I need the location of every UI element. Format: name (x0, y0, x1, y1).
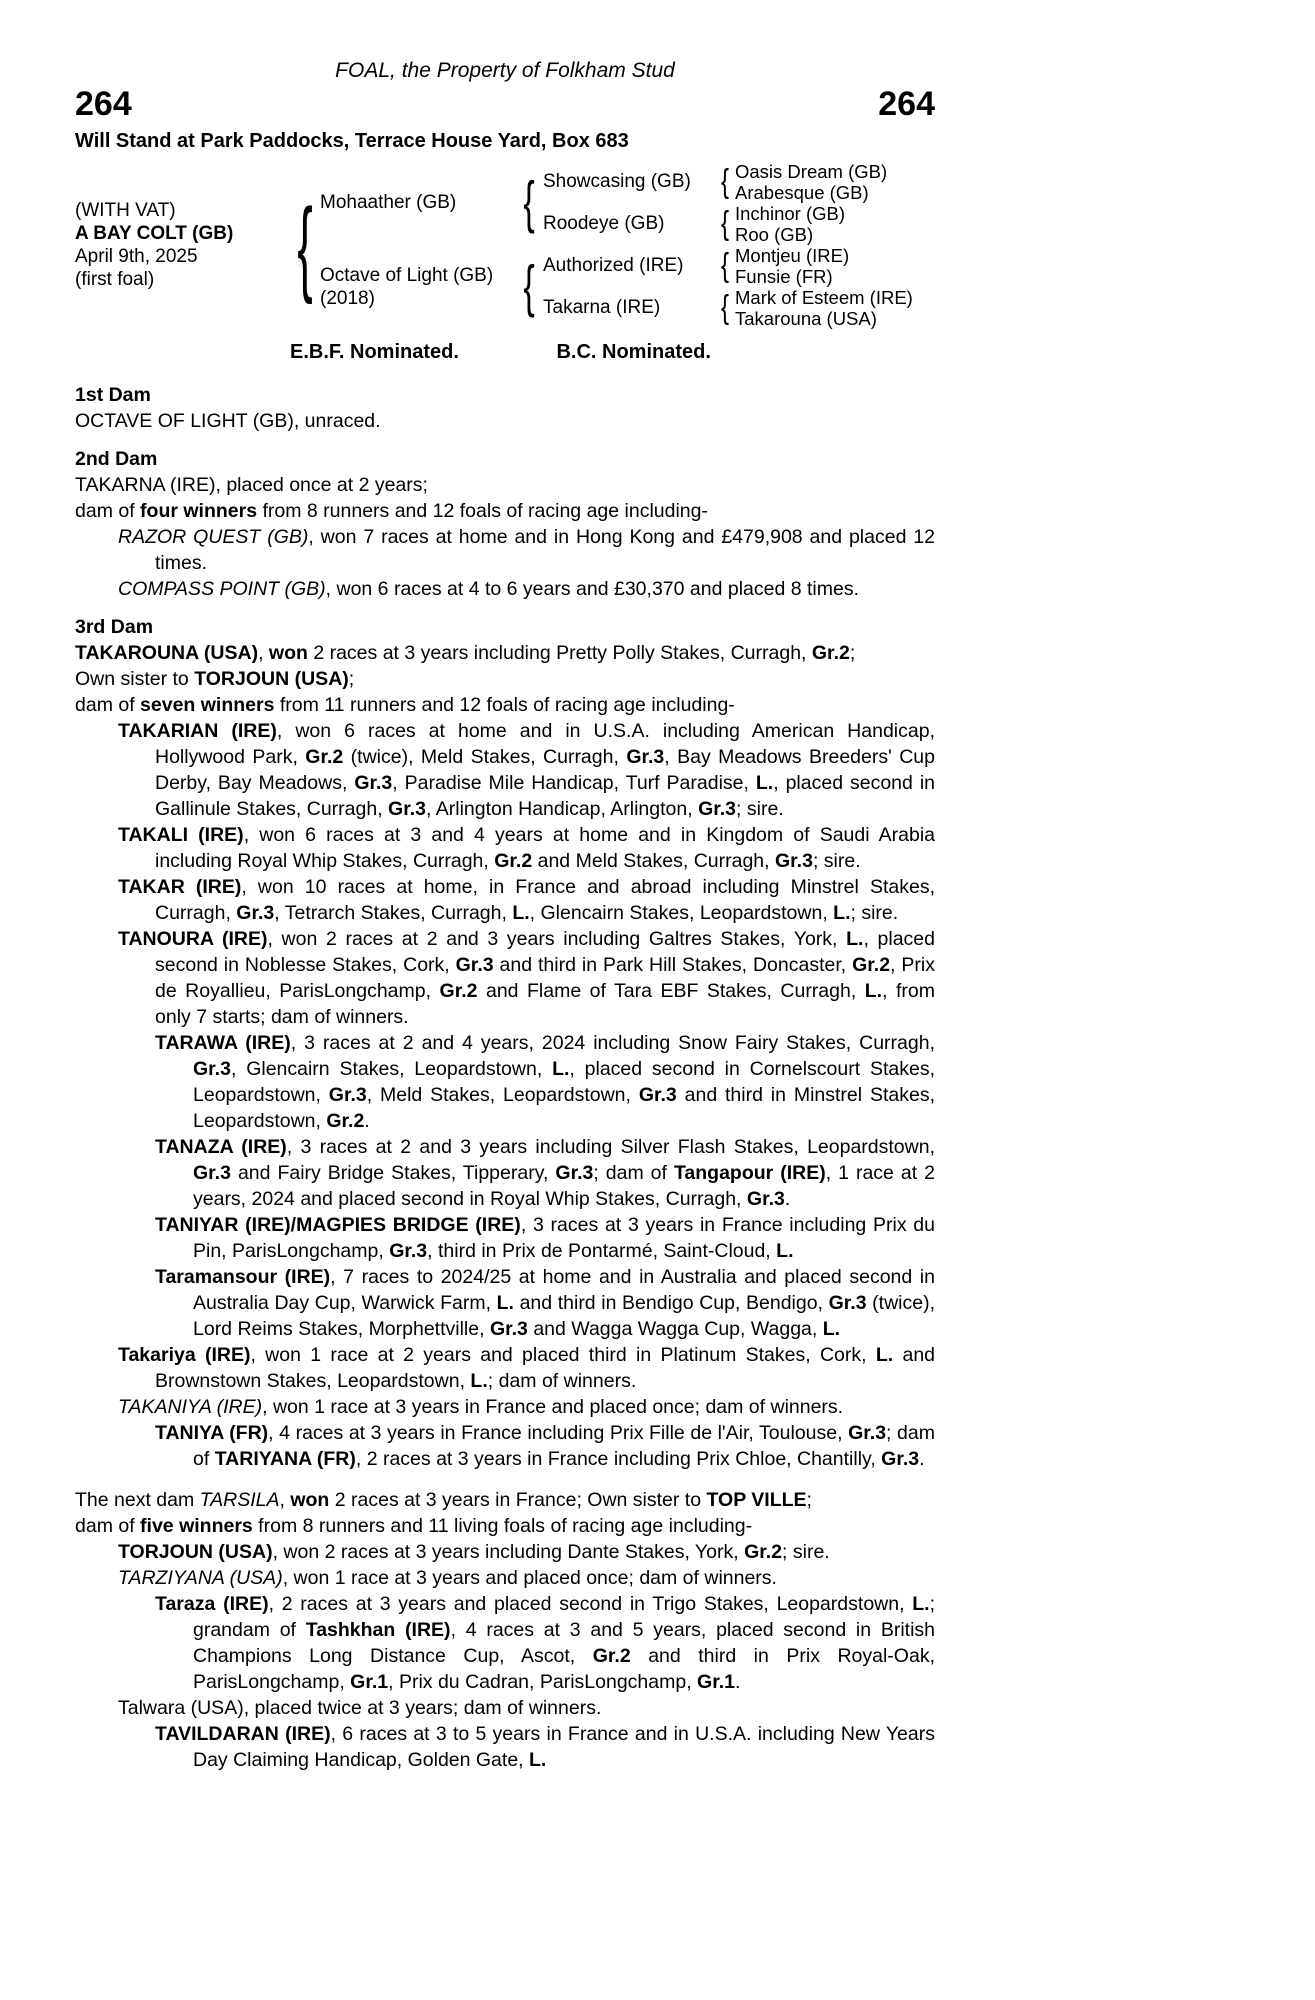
pedigree-paragraph (75, 718, 935, 822)
text-run: and third in Minstrel Stakes, Leopardstown, (193, 1084, 935, 1132)
text-run: (twice), Lord Reims Stakes, Morphettville, (193, 1292, 936, 1340)
text-run: , won 1 race at 3 years and placed once; dam of winners. (282, 1567, 777, 1589)
text-run: , won 6 races at home and in U.S.A. including American Handicap, Hollywood Park, (155, 720, 935, 768)
text-run: L. (822, 1318, 841, 1340)
pedigree-great-grandparent: Roo (GB) (735, 223, 814, 245)
text-run: , Meld Stakes, Leopardstown, (366, 1084, 639, 1106)
text-run: Taramansour (IRE) (155, 1266, 331, 1288)
text-run: L. (470, 1370, 488, 1392)
text-run: ; dam of (593, 1162, 674, 1184)
pedigree-paragraph (75, 1591, 935, 1695)
pedigree-paragraph (75, 576, 935, 602)
pedigree-sire: Mohaather (GB) (320, 192, 457, 213)
text-run: four winners (140, 500, 258, 522)
pedigree-paragraph (75, 1565, 935, 1591)
text-run: Tangapour (IRE) (673, 1162, 826, 1184)
text-run: L. (496, 1292, 514, 1314)
text-run: L. (755, 772, 774, 794)
text-run: , 6 races at 3 to 5 years in France and in U.S.A. including New Years Day Claiming Handicap, Golden Gate, (193, 1723, 935, 1771)
text-run: , 2 races at 3 years in France including Prix Chloe, Chantilly, (355, 1448, 882, 1470)
vat-note: (WITH VAT) (75, 200, 176, 221)
text-run: ; grandam of (193, 1593, 936, 1641)
text-run: TOP VILLE (706, 1489, 807, 1511)
pedigree-table (75, 161, 935, 329)
text-run: , Bay Meadows Breeders' Cup Derby, Bay Meadows, (155, 746, 936, 794)
pedigree-paragraph (75, 1030, 935, 1134)
text-run: TAKANIYA (IRE) (118, 1396, 263, 1418)
text-run: TARAWA (IRE) (155, 1032, 291, 1054)
pedigree-paragraph (75, 1134, 935, 1212)
text-run: L. (875, 1344, 894, 1366)
dam-name: Octave of Light (GB) (320, 265, 494, 286)
text-run: L. (552, 1058, 570, 1080)
text-run: TAKAROUNA (USA) (75, 642, 259, 664)
text-run: ; (806, 1489, 812, 1511)
text-run: Own sister to (75, 668, 195, 690)
text-run: ; sire. (736, 798, 784, 820)
open-brace-icon: { (720, 204, 729, 243)
pedigree-paragraph (75, 1721, 935, 1773)
pedigree-paragraph (75, 1212, 935, 1264)
text-run: . (784, 1188, 791, 1210)
text-run: ; (348, 668, 355, 690)
text-run: Taraza (IRE) (155, 1593, 269, 1615)
text-run: and Flame of Tara EBF Stakes, Curragh, (477, 980, 865, 1002)
pedigree-paragraph (75, 692, 935, 718)
text-run: Gr.3 (328, 1084, 367, 1106)
text-run: TAKAR (IRE) (118, 876, 242, 898)
text-run: Gr.2 (744, 1541, 783, 1563)
text-run: L. (912, 1593, 930, 1615)
text-run: TANOURA (IRE) (118, 928, 268, 950)
pedigree-paragraph (75, 1513, 935, 1539)
text-run: , from only 7 starts; dam of winners. (155, 980, 935, 1028)
text-run: Gr.3 (881, 1448, 920, 1470)
text-run: Gr.3 (746, 1188, 785, 1210)
open-brace-icon: { (720, 246, 729, 285)
text-run: TARIYANA (FR) (214, 1448, 356, 1470)
text-run: , Prix de Royallieu, ParisLongchamp, (155, 954, 936, 1002)
pedigree-great-grandparent: Takarouna (USA) (735, 307, 877, 329)
text-run: and Meld Stakes, Curragh, (532, 850, 775, 872)
text-run: from 8 runners and 11 living foals of racing age including- (252, 1515, 753, 1537)
dam-year: (2018) (320, 288, 375, 309)
text-run: TANAZA (IRE) (155, 1136, 287, 1158)
text-run: Gr.3 (698, 798, 737, 820)
text-run: ; sire. (850, 902, 899, 924)
text-run: , placed second in Cornelscourt Stakes, Leopardstown, (193, 1058, 936, 1106)
bc-nomination: B.C. Nominated. (556, 341, 711, 363)
text-run: , won 2 races at 2 and 3 years including Galtres Stakes, York, (267, 928, 847, 950)
text-run: TANIYA (FR) (155, 1422, 269, 1444)
pedigree-paragraph (75, 640, 935, 666)
text-run: five winners (140, 1515, 253, 1537)
text-run: from 11 runners and 12 foals of racing age including- (274, 694, 735, 716)
text-run: Gr.3 (775, 850, 813, 872)
pedigree-paragraph (75, 498, 935, 524)
text-run: , third in Prix de Pontarmé, Saint-Cloud, (427, 1240, 777, 1262)
text-run: . (734, 1671, 741, 1693)
text-run: L. (512, 902, 530, 924)
text-run: Gr.2 (852, 954, 891, 976)
text-run: ; dam of winners. (487, 1370, 637, 1392)
lot-number-left: 264 (75, 85, 132, 123)
text-run: Gr.2 (592, 1645, 631, 1667)
text-run: dam of (75, 1515, 141, 1537)
body-blocks (75, 382, 935, 1773)
text-run: Gr.3 (236, 902, 275, 924)
page-title: FOAL, the Property of Folkham Stud (335, 59, 675, 82)
text-run: from 8 runners and 12 foals of racing age including- (257, 500, 708, 522)
text-run: , won 7 races at home and in Hong Kong and £479,908 and placed 12 times. (155, 526, 935, 574)
pedigree-paragraph (75, 1539, 935, 1565)
text-run: TARSILA (199, 1489, 280, 1511)
text-run: and third in Park Hill Stakes, Doncaster, (493, 954, 853, 976)
pedigree-paragraph (75, 1420, 935, 1472)
text-run: dam of (75, 694, 141, 716)
pedigree-paragraph (75, 666, 935, 692)
text-run: Gr.2 (494, 850, 533, 872)
text-run: RAZOR QUEST (GB) (118, 526, 309, 548)
text-run: L. (529, 1749, 547, 1771)
text-run: , won 2 races at 3 years including Dante Stakes, York, (272, 1541, 745, 1563)
text-run: Gr.3 (193, 1162, 231, 1184)
pedigree-granddam: Roodeye (GB) (543, 213, 665, 234)
text-run: . (364, 1110, 370, 1132)
text-run: Gr.2 (439, 980, 478, 1002)
text-run: L. (864, 980, 883, 1002)
nominations-row (75, 341, 935, 364)
text-run: Gr.3 (828, 1292, 867, 1314)
text-run: Gr.3 (638, 1084, 677, 1106)
text-run: , Glencairn Stakes, Leopardstown, (230, 1058, 553, 1080)
text-run: TAKARNA (IRE), placed once at 2 years; (75, 474, 428, 496)
text-run: , 3 races at 3 years in France including Prix du Pin, ParisLongchamp, (193, 1214, 935, 1262)
text-run: , 7 races to 2024/25 at home and in Australia and placed second in Australia Day Cup, Warwick Farm, (193, 1266, 935, 1314)
text-run: , placed second in Noblesse Stakes, Cork, (155, 928, 935, 976)
text-run: Gr.3 (555, 1162, 594, 1184)
text-run: , placed second in Gallinule Stakes, Curragh, (155, 772, 935, 820)
text-run: Gr.3 (848, 1422, 887, 1444)
text-run: , 2 races at 3 years and placed second in Trigo Stakes, Leopardstown, (268, 1593, 913, 1615)
text-run: and third in Prix Royal-Oak, ParisLongchamp, (193, 1645, 935, 1693)
text-run: and Fairy Bridge Stakes, Tipperary, (230, 1162, 556, 1184)
pedigree-grandsire: Authorized (IRE) (543, 255, 684, 276)
text-run: Talwara (USA), placed twice at 3 years; dam of winners. (118, 1697, 602, 1719)
text-run: Gr.3 (626, 746, 665, 768)
page-content (75, 0, 935, 1773)
pedigree-paragraph (75, 1342, 935, 1394)
text-run: Gr.3 (388, 798, 426, 820)
text-run: Gr.2 (305, 746, 344, 768)
pedigree-great-grandparent: Montjeu (IRE) (735, 244, 850, 266)
foal-date: April 9th, 2025 (75, 246, 198, 267)
pedigree-paragraph (75, 524, 935, 576)
text-run: Gr.1 (350, 1671, 389, 1693)
text-run: , won 1 race at 3 years in France and placed once; dam of winners. (262, 1396, 844, 1418)
pedigree-great-grandparent: Mark of Esteem (IRE) (735, 286, 913, 308)
stand-location: Will Stand at Park Paddocks, Terrace House Yard, Box 683 (75, 130, 629, 152)
text-run: , 1 race at 2 years, 2024 and placed second in Royal Whip Stakes, Curragh, (193, 1162, 935, 1210)
text-run: dam of (75, 500, 141, 522)
open-brace-icon: { (523, 253, 535, 319)
text-run: , won 1 race at 2 years and placed third in Platinum Stakes, Cork, (250, 1344, 876, 1366)
text-run: Gr.3 (489, 1318, 528, 1340)
section-heading: 3rd Dam (75, 616, 154, 638)
text-run: , Paradise Mile Handicap, Turf Paradise, (392, 772, 756, 794)
text-run: , (258, 642, 269, 664)
text-run: ; sire. (782, 1541, 830, 1563)
text-run: , Prix du Cadran, ParisLongchamp, (388, 1671, 698, 1693)
foal-note: (first foal) (75, 269, 155, 290)
text-run: L. (833, 902, 851, 924)
pedigree-grandsire: Showcasing (GB) (543, 171, 691, 192)
text-run: TORJOUN (USA) (194, 668, 349, 690)
text-run: Gr.3 (354, 772, 393, 794)
pedigree-paragraph (75, 874, 935, 926)
pedigree-paragraph (75, 1695, 935, 1721)
lot-number-right: 264 (878, 85, 935, 123)
text-run: ; (849, 642, 856, 664)
text-run: TANIYAR (IRE)/MAGPIES BRIDGE (IRE) (155, 1214, 521, 1236)
section-heading: 2nd Dam (75, 448, 158, 470)
pedigree-paragraph (75, 926, 935, 1030)
lot-number-row (75, 85, 935, 123)
text-run: L. (846, 928, 864, 950)
pedigree-great-grandparent: Oasis Dream (GB) (735, 160, 888, 182)
text-run: seven winners (140, 694, 275, 716)
text-run: TORJOUN (USA) (118, 1541, 273, 1563)
text-run: , Tetrarch Stakes, Curragh, (274, 902, 513, 924)
text-run: ; dam of (193, 1422, 935, 1470)
foal-name: A BAY COLT (GB) (75, 223, 234, 244)
text-run: Tashkhan (IRE) (305, 1619, 451, 1641)
pedigree-paragraph (75, 408, 935, 434)
text-run: won (268, 642, 308, 664)
pedigree-paragraph (75, 472, 935, 498)
text-run: 2 races at 3 years including Pretty Polly Stakes, Curragh, (307, 642, 812, 664)
text-run: OCTAVE OF LIGHT (GB), unraced. (75, 410, 381, 432)
text-run: , won 10 races at home, in France and abroad including Minstrel Stakes, Curragh, (155, 876, 935, 924)
pedigree-great-grandparent: Funsie (FR) (735, 265, 833, 287)
pedigree-paragraph (75, 1487, 935, 1513)
text-run: TAVILDARAN (IRE) (155, 1723, 331, 1745)
section-heading: 1st Dam (75, 384, 151, 406)
text-run: ; sire. (812, 850, 861, 872)
ebf-nomination: E.B.F. Nominated. (290, 341, 459, 363)
text-run: and Brownstown Stakes, Leopardstown, (155, 1344, 936, 1392)
text-run: TAKALI (IRE) (118, 824, 244, 846)
pedigree-granddam: Takarna (IRE) (543, 297, 661, 318)
text-run: , won 6 races at 3 and 4 years at home and in Kingdom of Saudi Arabia including Royal Whip Stakes, Curragh, (155, 824, 936, 872)
text-run: Gr.2 (811, 642, 850, 664)
text-run: Gr.1 (697, 1671, 735, 1693)
text-run: , Arlington Handicap, Arlington, (425, 798, 699, 820)
text-run: , 4 races at 3 years in France including Prix Fille de l'Air, Toulouse, (268, 1422, 849, 1444)
text-run: , 3 races at 2 and 3 years including Silver Flash Stakes, Leopardstown, (286, 1136, 935, 1158)
pedigree-great-grandparent: Arabesque (GB) (735, 181, 869, 203)
open-brace-icon: { (720, 162, 729, 201)
text-run: (twice), Meld Stakes, Curragh, (343, 746, 627, 768)
text-run: 2 races at 3 years in France; Own sister to (329, 1489, 707, 1511)
text-run: , 4 races at 3 and 5 years, placed second in British Champions Long Distance Cup, Ascot, (193, 1619, 936, 1667)
text-run: The next dam (75, 1489, 200, 1511)
text-run: Gr.3 (455, 954, 494, 976)
text-run: and Wagga Wagga Cup, Wagga, (527, 1318, 823, 1340)
text-run: COMPASS POINT (GB) (118, 578, 326, 600)
text-run: L. (776, 1240, 794, 1262)
foal-details (75, 199, 290, 291)
pedigree-dam (320, 264, 515, 310)
text-run: , Glencairn Stakes, Leopardstown, (529, 902, 834, 924)
open-brace-icon: { (720, 288, 729, 327)
text-run: Gr.3 (389, 1240, 428, 1262)
open-brace-icon: { (523, 169, 535, 235)
text-run: and third in Bendigo Cup, Bendigo, (513, 1292, 829, 1314)
text-run: won (290, 1489, 330, 1511)
pedigree-paragraph (75, 1394, 935, 1420)
text-run: TAKARIAN (IRE) (118, 720, 277, 742)
text-run: . (919, 1448, 925, 1470)
text-run: , 3 races at 2 and 4 years, 2024 including Snow Fairy Stakes, Curragh, (290, 1032, 935, 1054)
text-run: Gr.3 (193, 1058, 231, 1080)
pedigree-great-grandparent: Inchinor (GB) (735, 202, 846, 224)
open-brace-icon: { (297, 185, 313, 305)
text-run: TARZIYANA (USA) (118, 1567, 283, 1589)
pedigree-paragraph (75, 1264, 935, 1342)
text-run: , won 6 races at 4 to 6 years and £30,370 and placed 8 times. (325, 578, 859, 600)
pedigree-paragraph (75, 822, 935, 874)
text-run: , (279, 1489, 291, 1511)
text-run: Takariya (IRE) (118, 1344, 251, 1366)
text-run: Gr.2 (326, 1110, 365, 1132)
